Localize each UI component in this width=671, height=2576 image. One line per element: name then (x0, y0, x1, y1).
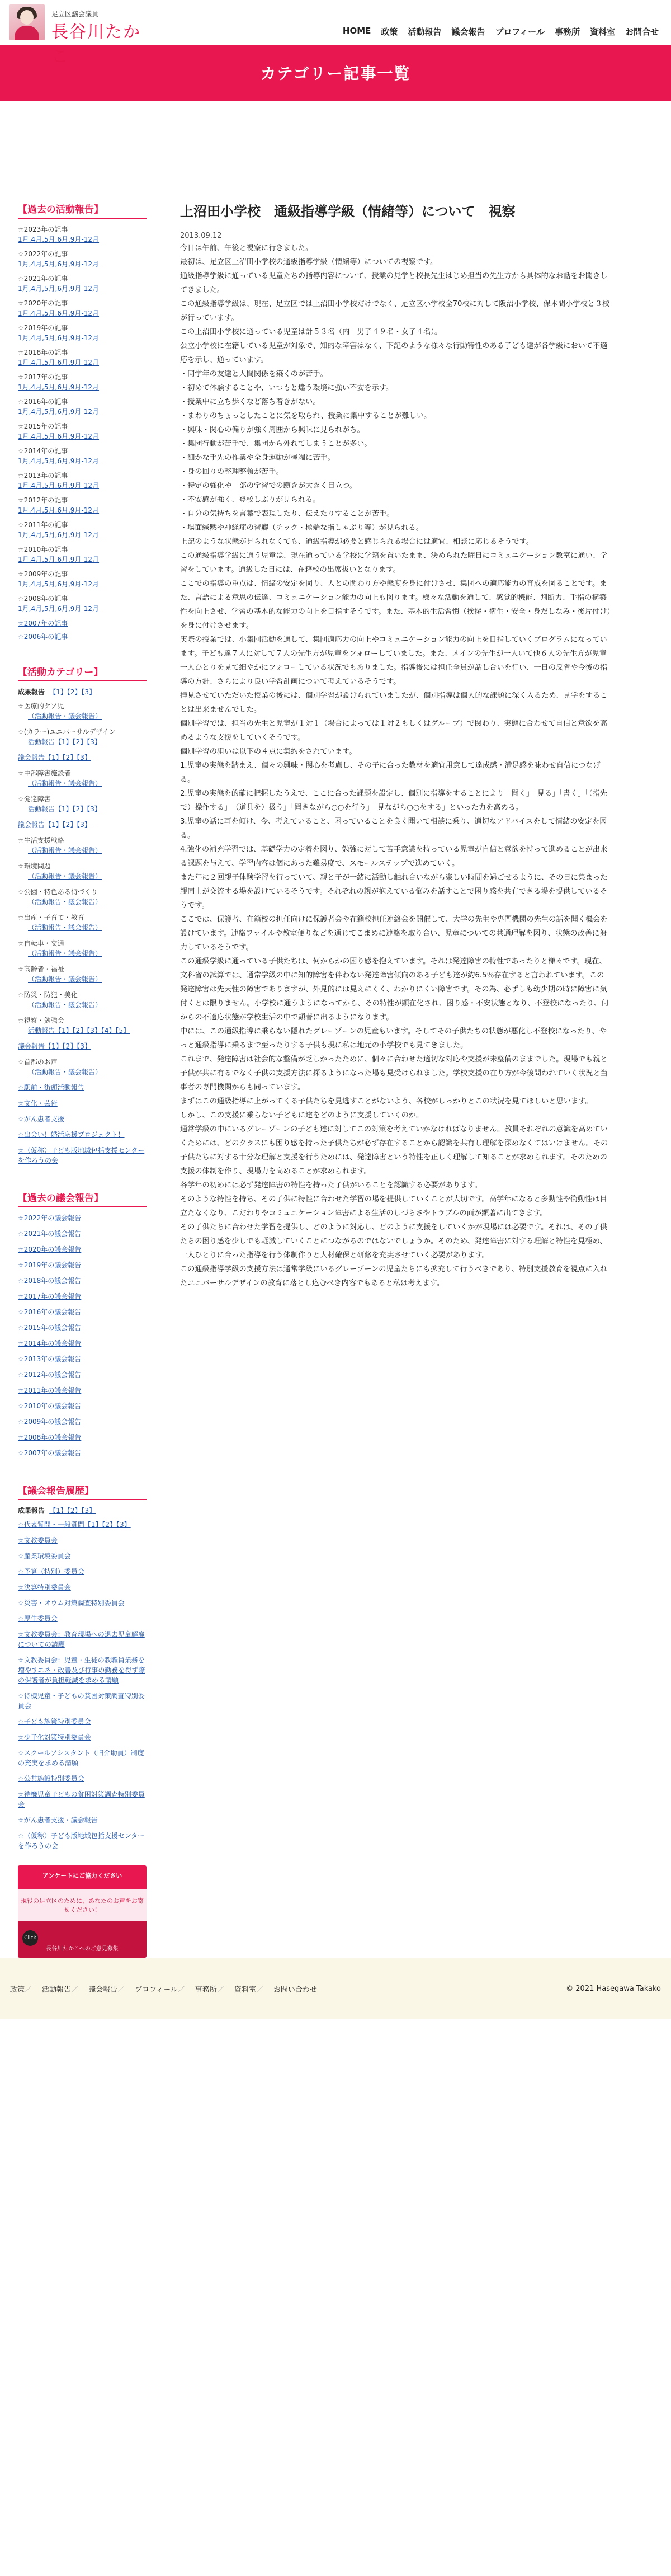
year-archive-item (18, 544, 147, 565)
category-link[interactable]: （活動報告・議会報告） (28, 1001, 102, 1009)
year-archive-months[interactable]: 1月,4月,5月,6月,9月-12月 (18, 556, 100, 563)
post-paragraph: ・不安感が強く、登校しぶりが見られる。 (180, 496, 320, 504)
council-history-link[interactable]: ☆予算（特別）委員会 (18, 1568, 84, 1576)
year-archive-item (18, 372, 147, 392)
year-archive-title: ☆2022年の記事 (18, 250, 68, 258)
year-archive-item (18, 471, 147, 491)
council-year-link[interactable]: ☆2008年の議会報告 (18, 1433, 82, 1441)
category-item (18, 938, 147, 958)
category-name: ☆発達障害 (18, 795, 51, 803)
footer-nav-item[interactable]: 議会報告 (88, 1985, 118, 1994)
category-item (18, 820, 147, 830)
year-archive-months[interactable]: 1月,4月,5月,6月,9月-12月 (18, 433, 100, 440)
category-list (18, 701, 147, 1077)
post-paragraph: ・初めて体験することや、いつもと違う環境に強い不安を示す。 (180, 384, 394, 392)
category-link[interactable]: 議会報告【1】【2】【3】 (18, 754, 91, 761)
year-archive-months[interactable]: 1月,4月,5月,6月,9月-12月 (18, 408, 100, 416)
post-paragraph: ・同学年の友達と人間関係を築くのが苦手。 (180, 370, 328, 378)
post-paragraph: 今日は午前、午後と視察に行きました。 (180, 244, 313, 252)
category-link[interactable]: 活動報告【1】【2】【3】 (28, 805, 101, 813)
year-archive-item (18, 594, 147, 614)
post-paragraph: 最初は、足立区上沼田小学校の通級指導学級（情緒等）についての視察です。 (180, 258, 438, 266)
site-logo[interactable] (9, 4, 154, 67)
footer-separator: ／ (177, 1985, 185, 1994)
council-history-link[interactable]: ☆産業環境委員会 (18, 1552, 71, 1560)
council-year-link[interactable]: ☆2007年の議会報告 (18, 1449, 82, 1457)
year-archive-title: ☆2008年の記事 (18, 595, 68, 603)
council-history-link[interactable]: ☆スクールアシスタント（旧介助員）制度の充実を求める請願 (18, 1749, 144, 1767)
post-paragraph: その子供たちに合わせた学習を提供し、どのように対応し、どのように支援をしていくかが現場には必要です。それは、その子供たちの困り感を少しでも軽減していくことにつながるのではないでしょうか。そのため、発達障害に対する理解と特性を見極め、一人ひとりに合った指導を行う体制作りと人材確保と研修を充実させていく必要があります。 (180, 1223, 607, 1259)
category-item (18, 753, 147, 763)
council-year-link[interactable]: ☆2019年の議会報告 (18, 1261, 82, 1269)
category-item (18, 861, 147, 881)
category-item (18, 768, 147, 788)
council-history-link[interactable]: ☆文教委員会：児童・生徒の教職員業務を増やすエネ・改善及び行事の勤務を得ず際の保護者が負担軽減を求める請願 (18, 1656, 145, 1684)
category-item (18, 701, 147, 721)
category-extra-link[interactable]: ☆駅前・街頭活動報告 (18, 1084, 84, 1092)
post-paragraph: 通級指導学級に通っている児童たちの指導内容について、授業の見学と校長先生はじめ担当の先生方から具体的なお話をお聞きしてきました。 (180, 272, 608, 294)
council-history-link[interactable]: ☆代表質問・一般質問【1】【2】【3】 (18, 1521, 131, 1529)
main-nav (333, 26, 659, 37)
post-paragraph: ・まわりのちょっとしたことに気を取られ、授業に集中することが難しい。 (180, 412, 432, 420)
year-archive-item (18, 298, 147, 318)
year-archive-item (18, 495, 147, 515)
council-history-link[interactable]: ☆公共施設特別委員会 (18, 1775, 84, 1783)
history-results-report: 成果報告 【1】【2】【3】 (18, 1507, 96, 1515)
nav-item[interactable]: プロフィール (495, 27, 545, 37)
category-link[interactable]: （活動報告・議会報告） (28, 1068, 102, 1076)
post-paragraph: 各学年の初めには必ず発達障害の特性を持った子供がいることを認識する必要があります。 (180, 1181, 482, 1190)
category-name: ☆生活支援戦略 (18, 836, 64, 844)
year-archive-title: ☆2009年の記事 (18, 570, 68, 578)
year-archive-title: ☆2021年の記事 (18, 275, 68, 283)
footer-separator: ／ (117, 1985, 125, 1994)
council-history-link[interactable]: ☆決算特別委員会 (18, 1583, 71, 1591)
main-content (180, 201, 611, 1958)
year-archive-months[interactable]: 1月,4月,5月,6月,9月-12月 (18, 531, 100, 539)
post-paragraph: この通級指導学級に通う児童は、現在通っている学校に学籍を置いたまま、決められた曜日にコミュニケーション教室に通い、学習をしています。通級した日には、在籍校の出席扱いとなります。 (180, 552, 608, 574)
footer-nav-item[interactable]: 事務所 (195, 1985, 217, 1994)
year-archive-title: ☆2023年の記事 (18, 225, 68, 233)
nav-item[interactable]: 活動報告 (408, 27, 442, 37)
post-body (180, 241, 611, 1290)
category-link[interactable]: （活動報告・議会報告） (28, 847, 102, 854)
logo-name: 長谷川たかこ (51, 22, 141, 67)
council-year-link[interactable]: ☆2022年の議会報告 (18, 1214, 82, 1222)
post-paragraph: 公立小学校に在籍している児童が対象で、知的な障害はなく、下記のような様々な行動特性のある子ども達が各学級において不適応を示し、通っています。 (180, 342, 608, 364)
year-archive-months[interactable]: 1月,4月,5月,6月,9月-12月 (18, 457, 100, 465)
footer-nav-item[interactable]: プロフィール (135, 1985, 178, 1994)
site-footer (0, 1958, 671, 2019)
category-item (18, 887, 147, 907)
nav-item[interactable]: お問合せ (625, 27, 659, 37)
council-year-link[interactable]: ☆2009年の議会報告 (18, 1418, 82, 1426)
post-paragraph: 中には、この通級指導に乗らない隠れたグレーゾーンの児童もいます。そしてその子供たちの状態が悪化し不登校になったり、やっと通級指導に乗るまで至ったりする子供も現に私は地元の小学校でも見てきました。 (180, 1027, 607, 1050)
year-archive-item (18, 347, 147, 368)
council-history-link[interactable]: ☆文教委員会：教育現場への退去児童解雇についての請願 (18, 1630, 145, 1648)
category-item (18, 794, 147, 814)
footer-nav-item[interactable]: 政策 (10, 1985, 25, 1994)
council-history-link[interactable]: ☆厚生委員会 (18, 1615, 58, 1623)
council-year-link[interactable]: ☆2012年の議会報告 (18, 1371, 82, 1379)
results-report-pages[interactable]: 【1】【2】【3】 (49, 688, 96, 696)
category-item (18, 1041, 147, 1051)
year-archive-title: ☆2020年の記事 (18, 299, 68, 307)
copyright: © 2021 Hasegawa Takako (566, 1984, 661, 1993)
year-archive-item (18, 520, 147, 540)
activity-category-heading: 【活動カテゴリー】 (18, 664, 147, 681)
post-paragraph: この通級指導学級は、現在、足立区では上沼田小学校だけでなく、足立区小学校全70校に対して阪沼小学校、保木間小学校と３校が行っています。 (180, 300, 610, 322)
category-name: ☆(カラー)ユニバーサルデザイン (18, 728, 116, 736)
category-item (18, 913, 147, 933)
post-paragraph: ・身の回りの整理整頓が苦手。 (180, 468, 283, 476)
post-paragraph: これまで、発達障害は社会的な整備が乏しかったために、個々に合わせた適切な対応や支援が未整備のままでした。現場でも親と子供が共に有るでなく子供の支援方法に探るようになった場も見受けられました。学校支援の在り方が今後問われていく状況と当事者の専門機関からも同っています。 (180, 1055, 608, 1092)
council-year-link[interactable]: ☆2020年の議会報告 (18, 1245, 82, 1253)
council-history-heading: 【議会報告履歴】 (18, 1483, 147, 1500)
council-history-link[interactable]: ☆災害・オウム対策調査特別委員会 (18, 1599, 125, 1607)
post-date: 2013.09.12 (180, 232, 222, 240)
year-archive-item (18, 249, 147, 269)
council-history-link[interactable]: ☆少子化対策特別委員会 (18, 1733, 91, 1741)
year-archive-title: ☆2013年の記事 (18, 472, 68, 480)
category-name: ☆高齢者・福祉 (18, 965, 64, 973)
past-council-heading: 【過去の議会報告】 (18, 1190, 147, 1207)
post-paragraph: ・集団行動が苦手で、集団から外れてしまうことが多い。 (180, 440, 372, 448)
post-paragraph: 2.児童の実態を的確に把握したうえで、ここに合った課題を設定し、個別に指導をすることにより「聞く」「見る」「書く」「（指先で）操作する」「（道具を）扱う」「聞きながら○○を行う」「見ながら○○をする」といった力を高める。 (180, 789, 607, 812)
post-paragraph: 個別学習の狙いは以下の４点に集約をされています。 (180, 748, 357, 756)
post-paragraph: 実際の授業では、小集団活動を通して、集団適応力の向上やコミュニケーション能力の向上を目指していくプログラムになっています。子ども達７人に対して７人の先生方が児童をフォローしていました。また、メインの先生が一人いて他６人の先生方が児童一人ひとりを見て細やかにフォローしている状況でもありました。指導後には担任全員が話し合いを行い、一日の反省や今後の指導の方針、さらにより良い学習計画について考えているそうです。 (180, 636, 608, 686)
category-link[interactable]: 議会報告【1】【2】【3】 (18, 821, 91, 829)
post-paragraph: この通級指導学級の支援方法は通常学級にいるグレーゾーンの児童たちにも拡充して行うべきであり、特別支援教育を視点に入れたユニバーサルデザインの教育に落とし込むべき内容でもあると私は考えます。 (180, 1265, 608, 1287)
year-archive-item (18, 274, 147, 294)
year-archive-item (18, 569, 147, 589)
council-year-link[interactable]: ☆2021年の議会報告 (18, 1230, 82, 1238)
category-name: ☆出産・子育て・教育 (18, 914, 84, 922)
category-link[interactable]: 活動報告【1】【2】【3】【4】【5】 (28, 1027, 130, 1035)
sidebar (18, 201, 147, 1958)
post-paragraph: 3.児童の話に耳を傾け、今、考えていること、困っていることを良く聞いて相談に乗り、適切なアドバイスをして情緒の安定を図る。 (180, 817, 607, 840)
post-paragraph: 拝見させていただいた授業の後には、個別学習が設けられていましたが、個別指導は個人的な課題に深く入るため、見学をすることは出来ませんでした。 (180, 692, 608, 714)
year-archive-months[interactable]: 1月,4月,5月,6月,9月-12月 (18, 605, 100, 613)
year-archive-months[interactable]: 1月,4月,5月,6月,9月-12月 (18, 309, 100, 317)
category-name: ☆環境問題 (18, 862, 51, 870)
year-archive-title: ☆2016年の記事 (18, 398, 68, 406)
nav-item[interactable]: HOME (342, 26, 371, 36)
category-link[interactable]: （活動報告・議会報告） (28, 975, 102, 983)
post-paragraph: ・興味・関心の偏りが強く周囲から興味に見られがち。 (180, 426, 365, 434)
year-archive-months[interactable]: 1月,4月,5月,6月,9月-12月 (18, 482, 100, 490)
post-paragraph: 1.児童の実態を踏まえ、個々の興味・関心を考慮し、その子に合った教材を適宜用意して達成感・満足感を味わせ自信につなげる。 (180, 761, 601, 784)
category-name: ☆公園・特色ある街づくり (18, 888, 98, 896)
category-link[interactable]: （活動報告・議会報告） (28, 712, 102, 720)
category-name: ☆中部障害施設者 (18, 769, 71, 777)
footer-nav-item[interactable]: お問い合わせ (273, 1985, 317, 1994)
council-history-link[interactable]: ☆文教委員会 (18, 1536, 58, 1544)
council-year-link[interactable]: ☆2010年の議会報告 (18, 1402, 82, 1410)
results-report: 成果報告 【1】【2】【3】 (18, 688, 96, 696)
council-history-link[interactable]: ☆子ども施策特別委員会 (18, 1718, 91, 1726)
category-extra-link[interactable]: ☆（仮称）子ども版地域包括支援センターを作ろうの会 (18, 1146, 145, 1164)
category-link[interactable]: 議会報告【1】【2】【3】 (18, 1042, 91, 1050)
category-item (18, 964, 147, 984)
footer-nav-item[interactable]: 資料室 (234, 1985, 256, 1994)
click-badge-icon: Click (22, 1930, 38, 1946)
year-archive-title: ☆2011年の記事 (18, 521, 68, 529)
year-archive-item (18, 446, 147, 466)
post-paragraph: 上記のような状態が見られなくても、通級指導が必要と感じられる場合には適宜、相談に応じるそうです。 (180, 538, 533, 546)
year-archive-months[interactable]: 1月,4月,5月,6月,9月-12月 (18, 506, 100, 514)
year-archive-links (18, 618, 147, 642)
nav-item[interactable]: 議会報告 (451, 27, 485, 37)
year-archive-item (18, 397, 147, 417)
council-year-link[interactable]: ☆2015年の議会報告 (18, 1324, 82, 1332)
post-title: 上沼田小学校 通級指導学級（情緒等）について 視察 (180, 204, 516, 219)
council-history-link[interactable]: ☆（仮称）子ども版地域包括支援センターを作ろうの会 (18, 1832, 145, 1850)
council-year-link[interactable]: ☆2017年の議会報告 (18, 1292, 82, 1300)
year-archive-list (18, 224, 147, 614)
logo-subtitle: 足立区議会議員 (51, 10, 99, 18)
survey-banner[interactable] (18, 1865, 147, 1958)
council-year-link[interactable]: ☆2018年の議会報告 (18, 1277, 82, 1285)
footer-separator: ／ (71, 1985, 79, 1994)
post-paragraph: 4.強化の補充学習では、基礎学力の定着を図り、勉強に対して苦手意識を持っている児童が自信と意欲を持って進めることが出来る課題を与えて、学習内容は個にあった難易度で、スモールステップで進めていく。 (180, 845, 608, 868)
category-item (18, 990, 147, 1010)
year-archive-months[interactable]: 1月,4月,5月,6月,9月-12月 (18, 236, 100, 243)
category-item (18, 835, 147, 855)
category-link[interactable]: （活動報告・議会報告） (28, 872, 102, 880)
category-item (18, 1057, 147, 1077)
year-archive-title: ☆2019年の記事 (18, 324, 68, 332)
year-archive-title: ☆2017年の記事 (18, 373, 68, 381)
site-header (0, 0, 671, 67)
year-archive-title: ☆2014年の記事 (18, 447, 68, 455)
year-archive-months[interactable]: 1月,4月,5月,6月,9月-12月 (18, 359, 100, 366)
category-link[interactable]: （活動報告・議会報告） (28, 898, 102, 906)
year-archive-item (18, 224, 147, 245)
council-history-link[interactable]: ☆待機児童子どもの貧困対策調査特別委員会 (18, 1790, 145, 1808)
nav-item[interactable]: 資料室 (589, 27, 615, 37)
council-history-link[interactable]: ☆がん患者支援・議会報告 (18, 1816, 98, 1824)
post-paragraph: ・自分の気持ちを言葉で表現したり、伝えたりすることが苦手。 (180, 510, 394, 518)
category-extra-link[interactable]: ☆出会い！婚活応援プロジェクト！ (18, 1131, 125, 1139)
category-name: ☆視察・勉強会 (18, 1017, 64, 1024)
nav-item[interactable]: 事務所 (554, 27, 580, 37)
category-name: ☆自転車・交通 (18, 939, 64, 947)
council-year-link[interactable]: ☆2013年の議会報告 (18, 1355, 82, 1363)
footer-separator: ／ (25, 1985, 32, 1994)
year-archive-title: ☆2012年の記事 (18, 496, 68, 504)
category-name: ☆防災・防犯・美化 (18, 991, 78, 999)
post-article (180, 201, 611, 1290)
post-paragraph: まずはこの通級指導に上がってくる子供たちを見逃すことがないよう、各校がしっかりとこの状況を見てほしいと思います。 (180, 1097, 593, 1106)
history-results-pages[interactable]: 【1】【2】【3】 (49, 1507, 96, 1515)
category-link[interactable]: （活動報告・議会報告） (28, 924, 102, 932)
council-history-list (18, 1520, 147, 1851)
category-extra-link[interactable]: ☆文化・芸術 (18, 1099, 58, 1107)
post-paragraph: 個別学習では、担当の先生と児童が１対１（場合によっては１対２もしくはグループ）で関わり、実態に合わせて自信と意欲を高めるような支援をしていくそうです。 (180, 720, 607, 742)
year-archive-months[interactable]: 1月,4月,5月,6月,9月-12月 (18, 580, 100, 588)
council-archive-list (18, 1213, 147, 1458)
year-archive-link[interactable]: ☆2007年の記事 (18, 619, 68, 627)
post-paragraph: この上沼田小学校に通っている児童は計５３名（内 男子４９名・女子４名）。 (180, 328, 442, 336)
page-title: カテゴリー記事一覧 (260, 64, 411, 83)
category-name: ☆医療的ケア児 (18, 702, 64, 710)
post-paragraph: この通級学級に通っている子供たちは、何からかの困り感を抱えています。それは発達障害の特性であったりと様々です。現在、文科省の試算では、通常学級の中に知的障害を伴わない発達障害傾向のある子ども達が約6.5％存在すると言われています。この発達障害は先天性の障害でありますが、外見的には見えにくく、わかりにくい障害です。その為、必ずしも幼少期の時に障害に気付くとは限りません。小学校に通うようになってから、その特性が顕在化され、困り感・不安状態となり、不登校になったり、何からの不適応状態が学校生活の中で顕著に出るようになります。 (180, 957, 609, 1022)
year-archive-months[interactable]: 1月,4月,5月,6月,9月-12月 (18, 285, 100, 293)
category-link[interactable]: 活動報告【1】【2】【3】 (28, 738, 101, 746)
nav-item[interactable]: 政策 (381, 27, 398, 37)
category-link[interactable]: （活動報告・議会報告） (28, 949, 102, 957)
post-paragraph: ここでは、保護者、在籍校の担任向けに保護者会や在籍校担任連絡会を開催して、大学の先生や専門機関の先生の話を聞く機会を設けています。連絡ファイルや教室便りなどを通じてこまめに連絡を取り合い、児童についての共通理解を図り、状態の改善に努力しているそうです。 (180, 915, 608, 952)
post-paragraph: ここでの指導の重点は、情緒の安定を図り、人との関わり方や態度を身に付けさせ、集団への適応能力の育成を図ることです。また、言語による意思の伝達、コミュニケーション能力の向上も図ります。様々な活動を通して、感覚的機能、判断力、手指の構築性を向上させ、学習の基本的な能力の向上を目指すそうです。また、基本的生活習慣（挨拶・衛生・安全・身だしなみ・後片付け）を身に付けさせます。 (180, 580, 611, 630)
post-paragraph: ・特定の強化や一部の学習での躓きが大きく目立つ。 (180, 482, 357, 490)
year-archive-months[interactable]: 1月,4月,5月,6月,9月-12月 (18, 383, 100, 391)
category-item (18, 1016, 147, 1036)
post-paragraph: ・授業中に立ち歩くなど落ち着きがない。 (180, 398, 320, 406)
year-archive-item (18, 421, 147, 441)
category-name: ☆首都のお声 (18, 1058, 58, 1066)
post-paragraph: しかし、この支援に乗らない子どもに達をどのように支援していくのか。 (180, 1111, 424, 1120)
year-archive-months[interactable]: 1月,4月,5月,6月,9月-12月 (18, 334, 100, 342)
post-paragraph: ・細かな手先の作業や全身運動が極端に苦手。 (180, 454, 335, 462)
council-year-link[interactable]: ☆2011年の議会報告 (18, 1386, 82, 1394)
footer-separator: ／ (216, 1985, 224, 1994)
year-archive-title: ☆2015年の記事 (18, 422, 68, 430)
year-archive-link[interactable]: ☆2006年の記事 (18, 633, 68, 641)
banner-bottom-text: 長谷川たかこへのご意見募集 (46, 1946, 119, 1952)
year-archive-title: ☆2018年の記事 (18, 349, 68, 356)
category-extra-link[interactable]: ☆がん患者支援 (18, 1115, 64, 1123)
footer-nav (10, 1983, 317, 1994)
post-paragraph: 通常学級の中にいるグレーゾーンの子ども達に対してこの対策を考えていかなければなりません。教員それぞれの意識を高めていくためには、どのクラスにも困り感を持った子供たちが必ず存在することから認識を共有し理解を深めなくてはいけません。その子供たちに対する十分な理解と支援を行うためには、発達障害という特性を正しく理解して知ることが求められます。そのための支援の体制を作り、現場力を高めることが求められます。 (180, 1125, 608, 1176)
banner-top-text: アンケートにご協力ください (42, 1872, 122, 1879)
council-year-link[interactable]: ☆2014年の議会報告 (18, 1339, 82, 1347)
council-year-link[interactable]: ☆2016年の議会報告 (18, 1308, 82, 1316)
category-item (18, 727, 147, 747)
post-paragraph: ・場面緘黙や神経症の習癖（チック・極端な指しゃぶり等）が見られる。 (180, 524, 423, 532)
category-link[interactable]: （活動報告・議会報告） (28, 779, 102, 787)
post-paragraph: また年に２回親子体験学習を行っていて、親と子が一緒に活動し触れ合いながら楽しい時間を過ごせるように、その日に集まった親同士が交流する場を設けているそうです。それぞれの親が抱えている悩みを話すことで困り感を共有できる場を提供しているそうです。 (180, 873, 608, 910)
category-links (18, 1083, 147, 1165)
footer-separator: ／ (256, 1985, 263, 1994)
year-archive-months[interactable]: 1月,4月,5月,6月,9月-12月 (18, 260, 100, 268)
council-history-link[interactable]: ☆待機児童・子どもの貧困対策調査特別委員会 (18, 1692, 145, 1710)
year-archive-title: ☆2010年の記事 (18, 546, 68, 553)
banner-mid-text: 現役の足立区のために、あなたのお声をお寄せください！ (21, 1897, 144, 1914)
year-archive-item (18, 323, 147, 343)
profile-photo (9, 4, 45, 40)
footer-nav-item[interactable]: 活動報告 (42, 1985, 72, 1994)
past-activity-heading: 【過去の活動報告】 (18, 201, 147, 219)
post-paragraph: そのような特性を持ち、その子供に特性に合わせた学習の場を提供していくことが大切です。高学年になると多動性や衝動性は目立たなくなり、こだわりやコミュニケーション障害による生活のしづらさやトラブルの面が顕著に出てきます。 (180, 1195, 607, 1218)
